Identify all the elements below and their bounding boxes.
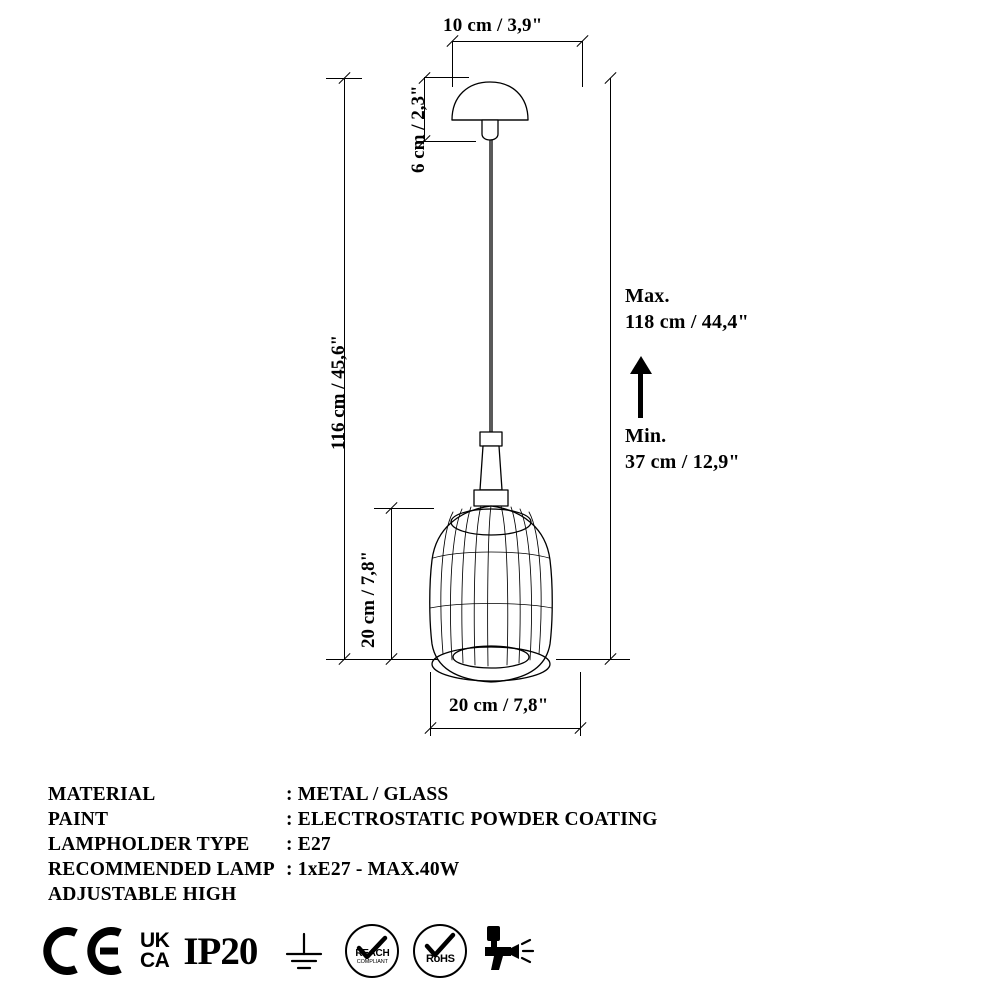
spec-value: [286, 884, 658, 909]
reach-compliant-icon: [345, 924, 399, 978]
dim-line-shade-width: [430, 728, 580, 729]
dim-label-canopy-height: 6 cm / 2,3": [408, 85, 429, 173]
spec-key: MATERIAL: [48, 784, 156, 805]
spec-row: [48, 834, 658, 859]
spec-value: : ELECTROSTATIC POWDER COATING: [286, 809, 658, 830]
spec-value: : METAL / GLASS: [286, 784, 449, 805]
spec-key: RECOMMENDED LAMP: [48, 859, 275, 880]
max-label: Max.: [625, 285, 670, 307]
spec-row: [48, 809, 658, 834]
reach-sublabel: COMPLIANT: [356, 959, 388, 965]
spec-key: ADJUSTABLE HIGH: [48, 884, 237, 905]
protective-earth-icon: [277, 924, 331, 978]
dim-label-canopy-width: 10 cm / 3,9": [443, 15, 543, 36]
ukca-line-1: UK: [140, 929, 170, 953]
ukca-mark-icon: [140, 931, 169, 971]
rohs-label: RoHS: [425, 953, 455, 965]
spec-row: [48, 859, 658, 884]
dim-label-shade-width: 20 cm / 7,8": [449, 695, 549, 716]
spec-key: PAINT: [48, 809, 109, 830]
dim-line-total-height: [344, 78, 345, 659]
ip-rating-label: IP20: [183, 929, 258, 973]
ce-mark-icon: [42, 925, 126, 977]
ext-line: [326, 78, 362, 79]
pendant-lamp-drawing: [390, 60, 650, 690]
certification-row: [42, 920, 535, 982]
ukca-line-2: CA: [140, 949, 170, 972]
dim-label-shade-height: 20 cm / 7,8": [358, 550, 379, 648]
spray-gun-icon: [481, 924, 535, 978]
spec-row: [48, 884, 658, 909]
specification-table: [48, 784, 658, 909]
spec-value: : E27: [286, 834, 331, 855]
rohs-compliant-icon: [413, 924, 467, 978]
spec-key: LAMPHOLDER TYPE: [48, 834, 250, 855]
dim-line-canopy-width: [452, 41, 582, 42]
min-value: 37 cm / 12,9": [625, 451, 740, 473]
spec-value: : 1xE27 - MAX.40W: [286, 859, 460, 880]
spec-row: [48, 784, 658, 809]
dim-label-total-height: 116 cm / 45,6": [328, 334, 349, 450]
reach-label: REACH: [355, 948, 390, 959]
max-value: 118 cm / 44,4": [625, 311, 749, 333]
min-label: Min.: [625, 425, 667, 447]
